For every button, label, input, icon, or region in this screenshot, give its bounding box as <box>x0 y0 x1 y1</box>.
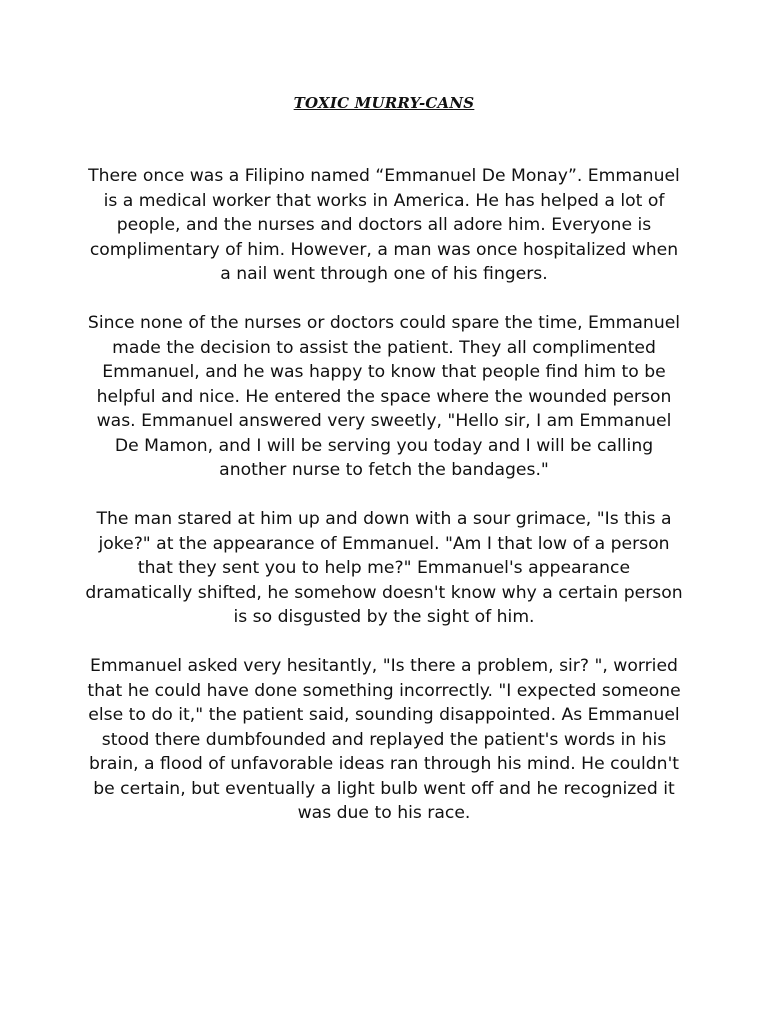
document-body <box>82 164 686 850</box>
paragraph-1: There once was a Filipino named “Emmanuel De Monay”. Emmanuel is a medical worker that works in America. He has helped a lot of people, and the nurses and doctors all adore him. Everyone is complimentary of him. However, a man was once hospitalized when a nail went through one of his fingers. <box>88 166 680 284</box>
paragraph-4: Emmanuel asked very hesitantly, "Is there a problem, sir? ", worried that he could have done something incorrectly. "I expected someone else to do it," the patient said, sounding disappointed. As Emmanuel stood there dumbfounded and replayed the patient's words in his brain, a flood of unfavorable ideas ran through his mind. He couldn't be certain, but eventually a light bulb went off and he recognized it was due to his race. <box>87 656 681 823</box>
paragraph-2: Since none of the nurses or doctors could spare the time, Emmanuel made the decision to assist the patient. They all complimented Emmanuel, and he was happy to know that people find him to be helpful and nice. He entered the space where the wounded person was. Emmanuel answered very sweetly, "Hello sir, I am Emmanuel De Mamon, and I will be serving you today and I will be calling another nurse to fetch the bandages." <box>87 313 681 480</box>
paragraph-3: The man stared at him up and down with a sour grimace, "Is this a joke?" at the appearance of Emmanuel. "Am I that low of a person that they sent you to help me?" Emmanuel's appearance dramatically shifted, he somehow doesn't know why a certain person is so disgusted by the sight of him. <box>85 509 683 627</box>
document-title: TOXIC MURRY-CANS <box>293 94 475 112</box>
